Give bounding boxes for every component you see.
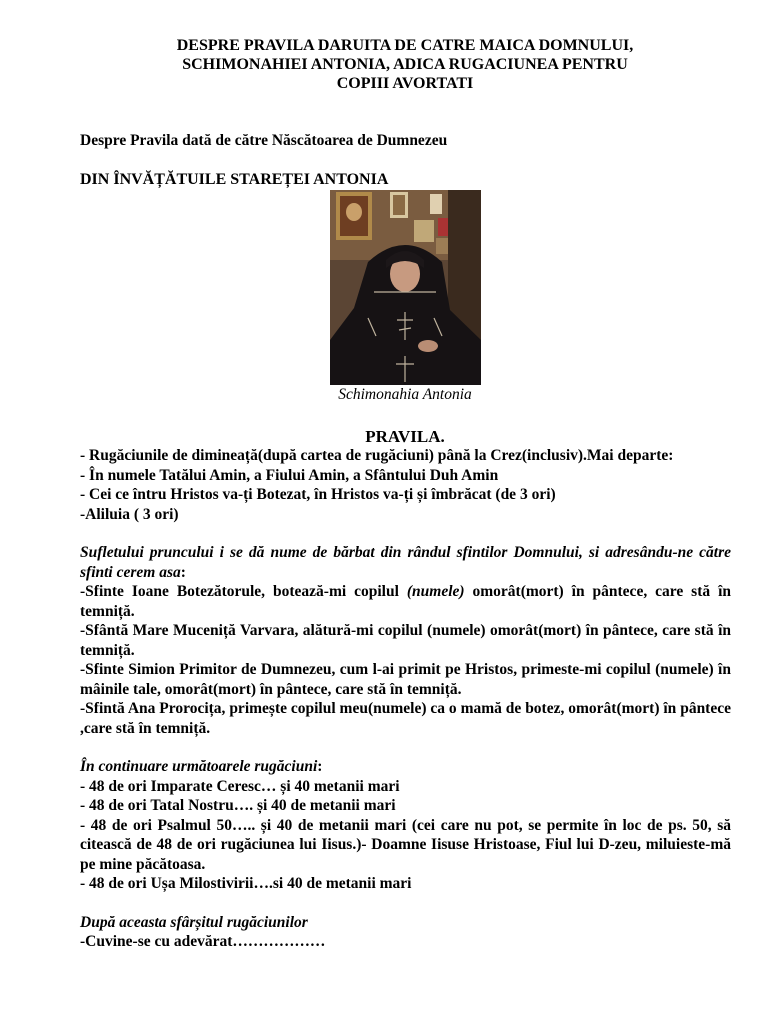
portrait-photo	[330, 190, 481, 385]
continuation-heading-text: În continuare următoarele rugăciuni	[80, 758, 318, 775]
list-item: - 48 de ori Ușa Milostivirii….si 40 de metanii mari	[80, 875, 412, 892]
prayer-ana: -Sfintă Ana Prorocița, primește copilul meu(numele) ca o mamă de botez, omorât(mort) în pântece ,care stă în temniță.	[80, 700, 731, 737]
saints-intro-colon: :	[180, 563, 186, 581]
prayer-varvara: -Sfântă Mare Muceniță Varvara, alătură-mi copilul (numele) omorât(mort) în pântece, care stă în temniță.	[80, 622, 731, 659]
title-line-3: COPIII AVORTATI	[336, 75, 474, 92]
prayer-ioan-b: omorât(mort) în pântece, care stă în temniță.	[80, 583, 731, 620]
section-heading: DIN ÎNVĂȚĂTUILE STAREȚEI ANTONIA	[80, 171, 389, 188]
photo-caption: Schimonahia Antonia	[338, 386, 472, 403]
list-item: - 48 de ori Tatal Nostru…. și 40 de metanii mari	[80, 797, 396, 814]
portrait-photo-icon	[330, 190, 481, 385]
continuation-heading-colon: :	[317, 758, 323, 775]
pravila-section	[80, 446, 731, 952]
list-item: - 48 de ori Psalmul 50….. și 40 de metanii mari (cei care nu pot, se permite în loc de ps. 50, să citească de 48 de ori rugăciunea lui Iisus.)- Doamne Iisuse Hristoase, Fiul lui D-zeu, miluieste-mă pe mine păcătoasa.	[80, 816, 731, 873]
prayer-ioan	[80, 582, 731, 621]
pravila-line-1: - Rugăciunile de dimineață(după cartea de rugăciuni) până la Crez(inclusiv).Mai departe:	[80, 447, 674, 464]
title-line-2: SCHIMONAHIEI ANTONIA, ADICA RUGACIUNEA PENTRU	[182, 56, 628, 73]
saints-intro	[80, 543, 731, 582]
continuation-heading	[80, 757, 731, 777]
prayer-simion: -Sfinte Simion Primitor de Dumnezeu, cum l-ai primit pe Hristos, primeste-mi copilul (numele) în mâinile tale, omorât(mort) în pântece, care stă în temniță.	[80, 661, 731, 698]
title-line-1: DESPRE PRAVILA DARUITA DE CATRE MAICA DOMNULUI,	[176, 37, 634, 54]
subtitle: Despre Pravila dată de către Născătoarea de Dumnezeu	[80, 132, 448, 149]
prayer-ioan-a: -Sfinte Ioane Botezătorule, botează-mi copilul	[80, 583, 407, 600]
document-title	[80, 36, 730, 93]
saints-intro-text: Sufletului pruncului i se dă nume de bărbat din rândul sfintilor Domnului, si adresându-ne către sfinti cerem asa	[80, 544, 731, 581]
prayer-ioan-name: (numele)	[406, 583, 465, 600]
pravila-line-2: - În numele Tatălui Amin, a Fiului Amin, a Sfântului Duh Amin	[80, 466, 499, 484]
list-item: - 48 de ori Imparate Ceresc… și 40 metanii mari	[80, 777, 400, 795]
ending-line: -Cuvine-se cu adevărat………………	[80, 933, 326, 950]
pravila-line-4: -Aliluia ( 3 ori)	[80, 505, 179, 523]
pravila-line-3: - Cei ce întru Hristos va-ți Botezat, în Hristos va-ți și îmbrăcat (de 3 ori)	[80, 486, 556, 503]
pravila-title: PRAVILA.	[365, 427, 445, 446]
ending-heading: După aceasta sfârșitul rugăciunilor	[80, 913, 308, 931]
